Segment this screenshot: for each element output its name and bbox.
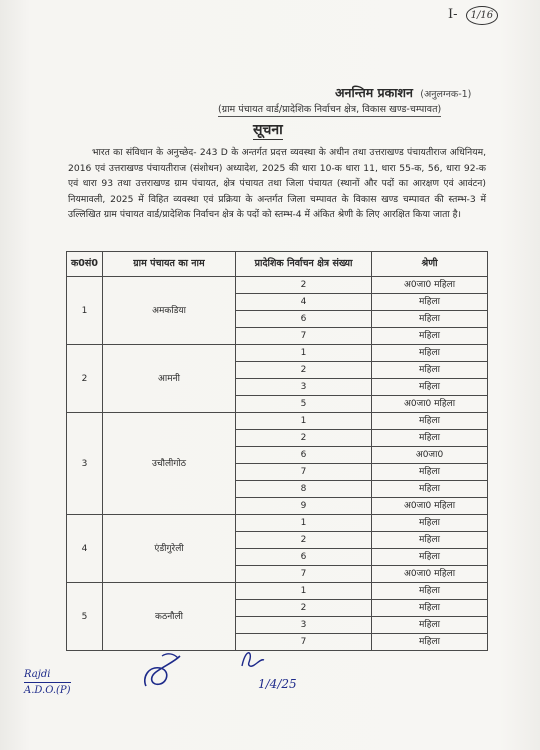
cell-category: अ0जा0 महिला bbox=[372, 566, 488, 583]
signature-ado bbox=[24, 668, 71, 698]
cell-serial: 2 bbox=[67, 345, 103, 413]
signature-mark bbox=[238, 648, 268, 670]
cell-constituency-number: 1 bbox=[236, 583, 372, 600]
cell-gram-panchayat-name: एंडीगुरेली bbox=[103, 515, 236, 583]
cell-category: महिला bbox=[372, 294, 488, 311]
table-header-row bbox=[67, 252, 488, 277]
document-heading bbox=[335, 84, 471, 101]
cell-constituency-number: 4 bbox=[236, 294, 372, 311]
cell-serial: 1 bbox=[67, 277, 103, 345]
table-row bbox=[67, 277, 488, 294]
cell-constituency-number: 6 bbox=[236, 447, 372, 464]
table-row bbox=[67, 345, 488, 362]
cell-category: महिला bbox=[372, 464, 488, 481]
cell-category: महिला bbox=[372, 311, 488, 328]
reservation-table bbox=[66, 251, 488, 651]
table-row bbox=[67, 413, 488, 430]
cell-category: महिला bbox=[372, 515, 488, 532]
cell-constituency-number: 7 bbox=[236, 464, 372, 481]
cell-gram-panchayat-name: कठनौली bbox=[103, 583, 236, 651]
header-category: श्रेणी bbox=[372, 252, 488, 277]
cell-serial: 4 bbox=[67, 515, 103, 583]
page-number-circle: 1/16 bbox=[466, 6, 498, 25]
document-subheading: (ग्राम पंचायत वार्ड/प्रादेशिक निर्वाचन क्षेत्र, विकास खण्ड-चम्पावत) bbox=[218, 104, 442, 115]
cell-constituency-number: 7 bbox=[236, 328, 372, 345]
cell-constituency-number: 1 bbox=[236, 515, 372, 532]
cell-category: महिला bbox=[372, 362, 488, 379]
table-row bbox=[67, 515, 488, 532]
cell-constituency-number: 6 bbox=[236, 311, 372, 328]
cell-constituency-number: 2 bbox=[236, 362, 372, 379]
cell-category: अ0जा0 महिला bbox=[372, 498, 488, 515]
cell-category: अ0जा0 bbox=[372, 447, 488, 464]
cell-category: महिला bbox=[372, 481, 488, 498]
cell-gram-panchayat-name: अमकडिया bbox=[103, 277, 236, 345]
header-serial: क0सं0 bbox=[67, 252, 103, 277]
cell-gram-panchayat-name: उचौलीगोठ bbox=[103, 413, 236, 515]
cell-constituency-number: 3 bbox=[236, 379, 372, 396]
cell-constituency-number: 5 bbox=[236, 396, 372, 413]
cell-category: अ0जा0 महिला bbox=[372, 396, 488, 413]
signature-date: 1/4/25 bbox=[258, 677, 297, 691]
cell-category: महिला bbox=[372, 600, 488, 617]
cell-category: अ0जा0 महिला bbox=[372, 277, 488, 294]
page-number bbox=[448, 6, 498, 25]
header-constituency-number: प्रादेशिक निर्वाचन क्षेत्र संख्या bbox=[236, 252, 372, 277]
cell-constituency-number: 2 bbox=[236, 277, 372, 294]
cell-category: महिला bbox=[372, 549, 488, 566]
cell-constituency-number: 2 bbox=[236, 532, 372, 549]
signature-ado-name: Rajdi bbox=[24, 669, 51, 680]
cell-category: महिला bbox=[372, 328, 488, 345]
signature-scribble bbox=[138, 648, 188, 694]
cell-constituency-number: 8 bbox=[236, 481, 372, 498]
header-gram-panchayat: ग्राम पंचायत का नाम bbox=[103, 252, 236, 277]
cell-category: महिला bbox=[372, 430, 488, 447]
cell-constituency-number: 2 bbox=[236, 430, 372, 447]
cell-constituency-number: 7 bbox=[236, 566, 372, 583]
notice-title: सूचना bbox=[253, 122, 283, 138]
heading-annex: (अनुलग्नक-1) bbox=[420, 89, 472, 100]
heading-title: अनन्तिम प्रकाशन bbox=[335, 85, 413, 100]
table-row bbox=[67, 583, 488, 600]
cell-category: महिला bbox=[372, 634, 488, 651]
cell-constituency-number: 3 bbox=[236, 617, 372, 634]
table-body bbox=[67, 277, 488, 651]
signature-dated bbox=[238, 648, 297, 691]
cell-serial: 3 bbox=[67, 413, 103, 515]
cell-constituency-number: 7 bbox=[236, 634, 372, 651]
notice-body-text: भारत का संविधान के अनुच्छेद- 243 D के अन्तर्गत प्रदत्त व्यवस्था के अधीन तथा उत्तराखण्ड पंचायतीराज अधिनियम, 2016 एवं उत्तराखण्ड पंचायतीराज (संशोधन) अध्यादेश, 2025 की धारा 10-क धारा 11, धारा 55-क, 56, धारा 92-क एवं धारा 93 तथा उत्तराखण्ड ग्राम पंचायत, क्षेत्र पंचायत तथा जिला पंचायत (स्थानों और पदों का आरक्षण एवं आवंटन) नियमावली, 2025 में विहित व्यवस्था एवं प्रक्रिया के अन्तर्गत जिला चम्पावत के विकास खण्ड चम्पावत की स्तम्भ-3 में उल्लिखित ग्राम पंचायत वार्ड/प्रादेशिक निर्वाचन क्षेत्र के पदों को स्तम्भ-4 में अंकित श्रेणी के लिए आरक्षित किया जाता है। bbox=[68, 147, 486, 220]
cell-category: महिला bbox=[372, 532, 488, 549]
cell-constituency-number: 9 bbox=[236, 498, 372, 515]
cell-category: महिला bbox=[372, 379, 488, 396]
cell-category: महिला bbox=[372, 583, 488, 600]
cell-category: महिला bbox=[372, 617, 488, 634]
cell-serial: 5 bbox=[67, 583, 103, 651]
cell-gram-panchayat-name: आमनी bbox=[103, 345, 236, 413]
cell-constituency-number: 6 bbox=[236, 549, 372, 566]
cell-category: महिला bbox=[372, 413, 488, 430]
cell-constituency-number: 1 bbox=[236, 345, 372, 362]
cell-constituency-number: 1 bbox=[236, 413, 372, 430]
signature-ado-designation: A.D.O.(P) bbox=[24, 682, 71, 698]
cell-category: महिला bbox=[372, 345, 488, 362]
cell-constituency-number: 2 bbox=[236, 600, 372, 617]
page-number-prefix: I- bbox=[448, 7, 458, 22]
